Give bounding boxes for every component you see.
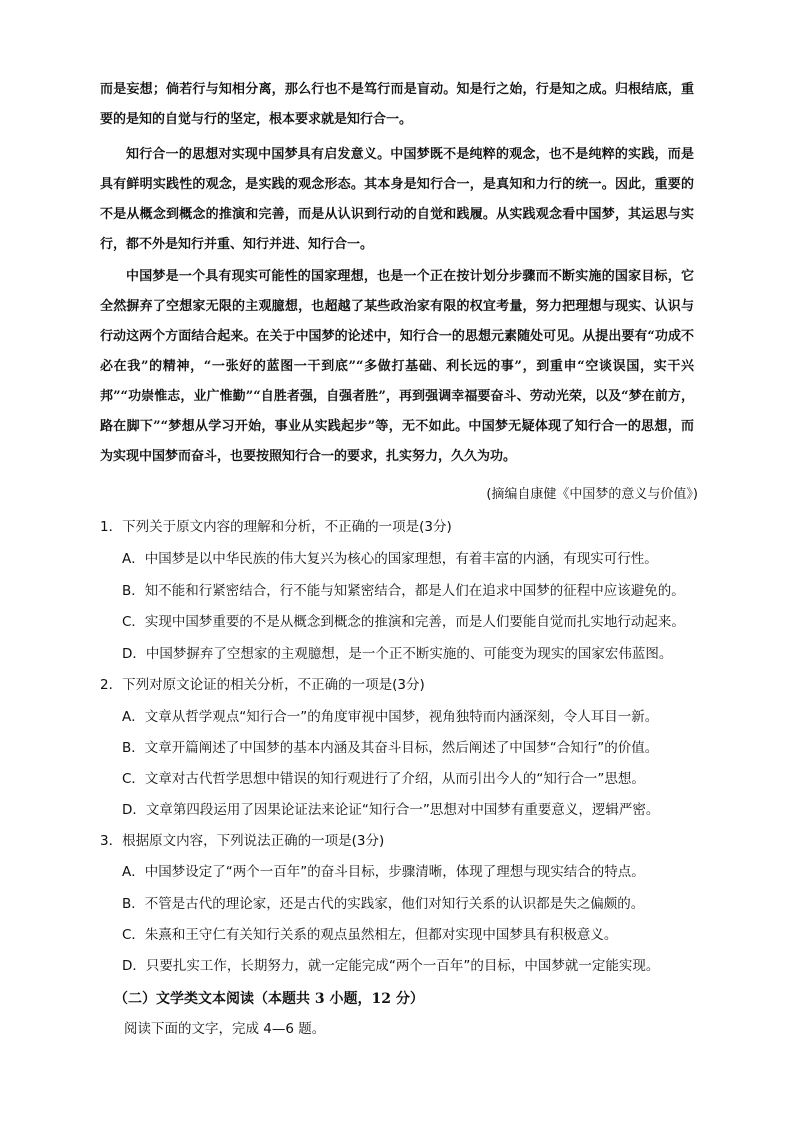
question-3-stem: 3．根据原文内容，下列说法正确的一项是(3分) [100, 833, 385, 849]
passage-paragraph-3: 中国梦是一个具有现实可能性的国家理想，也是一个正在按计划分步骤而不断实施的国家目标，它全然摒弃了空想家无限的主观臆想，也超越了某些政治家有限的权宜考量，努力把理想与现实、认识与行动这两个方面结合起来。在关于中国梦的论述中，知行合一的思想元素随处可见。从提出要有“功成不必在我”的精神，“一张好的蓝图一干到底”“多做打基础、利长远的事”，到重申“空谈误国，实干兴邦”“功崇惟志，业广惟勤”“自胜者强，自强者胜”，再到强调幸福要奋斗、劳动光荣，以及“梦在前方，路在脚下”“梦想从学习开始，事业从实践起步”等，无不如此。中国梦无疑体现了知行合一的思想，而为实现中国梦而奋斗，也要按照知行合一的要求，扎实努力，久久为功。 [100, 269, 694, 464]
passage-paragraph-1: 而是妄想；倘若行与知相分离，那么行也不是笃行而是盲动。知是行之始，行是知之成。归根结底，重要的是知的自觉与行的坚定，根本要求就是知行合一。 [100, 82, 694, 127]
question-3-option-b: B．不管是古代的理论家，还是古代的实践家，他们对知行关系的认识都是失之偏颇的。 [122, 896, 645, 912]
question-3-option-a: A．中国梦设定了“两个一百年”的奋斗目标，步骤清晰，体现了理想与现实结合的特点。 [122, 864, 645, 880]
question-1-option-b: B．知不能和行紧密结合，行不能与知紧密结合，都是人们在追求中国梦的征程中应该避免的。 [122, 583, 685, 599]
question-2-option-a: A．文章从哲学观点“知行合一”的角度审视中国梦，视角独特而内涵深刻，令人耳目一新。 [122, 709, 659, 725]
question-1-stem: 1．下列关于原文内容的理解和分析，不正确的一项是(3分) [100, 519, 452, 535]
passage-source: (摘编自康健《中国梦的意义与价值》) [486, 487, 698, 502]
section-heading: （二）文学类文本阅读（本题共 3 小题，12 分） [114, 991, 424, 1007]
question-2-stem: 2．下列对原文论证的相关分析，不正确的一项是(3分) [100, 677, 425, 693]
passage-paragraph-2: 知行合一的思想对实现中国梦具有启发意义。中国梦既不是纯粹的观念，也不是纯粹的实践，而是具有鲜明实践性的观念，是实践的观念形态。其本身是知行合一，是真知和力行的统一。因此，重要的不是从概念到概念的推演和完善，而是从认识到行动的自觉和践履。从实践观念看中国梦，其运思与实行，都不外是知行并重、知行并进、知行合一。 [100, 147, 694, 252]
question-1-option-a: A．中国梦是以中华民族的伟大复兴为核心的国家理想，有着丰富的内涵，有现实可行性。 [122, 551, 658, 567]
question-2-option-d: D．文章第四段运用了因果论证法来论证“知行合一”思想对中国梦有重要意义，逻辑严密。 [122, 802, 660, 818]
question-1-option-d: D．中国梦摒弃了空想家的主观臆想，是一个正不断实施的、可能变为现实的国家宏伟蓝图。 [122, 646, 673, 662]
question-2-option-c: C．文章对古代哲学思想中错误的知行观进行了介绍，从而引出今人的“知行合一”思想。 [122, 771, 645, 787]
question-3-option-c: C．朱熹和王守仁有关知行关系的观点虽然相左，但都对实现中国梦具有积极意义。 [122, 927, 618, 943]
question-3-option-d: D．只要扎实工作，长期努力，就一定能完成“两个一百年”的目标，中国梦就一定能实现。 [122, 958, 660, 974]
section-instruction: 阅读下面的文字，完成 4—6 题。 [124, 1021, 326, 1037]
question-1-option-c: C．实现中国梦重要的不是从概念到概念的推演和完善，而是人们要能自觉而扎实地行动起来。 [122, 614, 685, 630]
question-2-option-b: B．文章开篇阐述了中国梦的基本内涵及其奋斗目标，然后阐述了中国梦“合知行”的价值。 [122, 740, 659, 756]
